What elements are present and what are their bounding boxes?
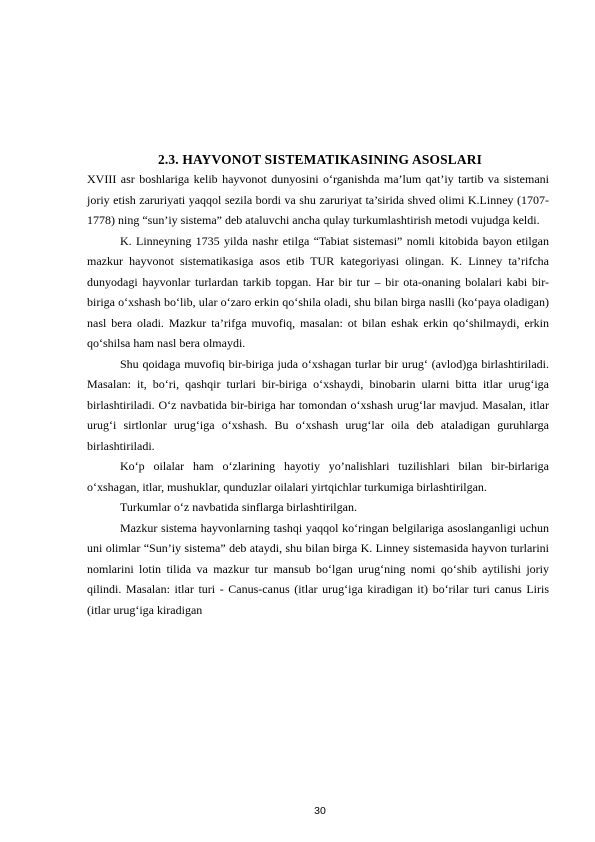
page-number: 30 bbox=[314, 805, 326, 817]
paragraph-5: Turkumlar o‘z navbatida sinflarga birlashtirilgan. bbox=[120, 500, 357, 514]
paragraph-4: Ko‘p oilalar ham o‘zlarining hayotiy yo’nalishlari tuzilishlari bilan bir-birlariga o‘xshagan, itlar, mushuklar, qunduzlar oilalari yirtqichlar turkumiga birlashtirilgan. bbox=[87, 459, 549, 494]
body-text bbox=[87, 169, 549, 620]
paragraph-3: Shu qoidaga muvofiq bir-biriga juda o‘xshagan turlar bir urug‘ (avlod)ga birlashtiriladi. Masalan: it, bo‘ri, qashqir turlari bir-biriga o‘xshaydi, binobarin ularni bitta itlar urug‘iga birlashtiriladi. O‘z navbatida bir-biriga har tomondan o‘xshash urug‘lar mavjud. Masalan, itlar urug‘i sirtlonlar urug‘iga o‘xshash. Bu o‘xshash urug‘lar oila deb ataladigan guruhlarga birlashtiriladi. bbox=[87, 356, 549, 453]
paragraph-6: Mazkur sistema hayvonlarning tashqi yaqqol ko‘ringan belgilariga asoslanganligi uchun uni olimlar “Sun’iy sistema” deb ataydi, shu bilan birga K. Linney sistemasida hayvon turlarini nomlarini lotin tilida va mazkur tur mansub bo‘lgan urug‘ning nomi qo‘shib aytilishi joriy qilindi. Masalan: itlar turi - Canus-canus (itlar urug‘iga kiradigan it) bo‘rilar turi canus Liris (itlar urug‘iga kiradigan bbox=[87, 520, 549, 617]
paragraph-1: XVIII asr boshlariga kelib hayvonot dunyosini o‘rganishda ma’lum qat’iy tartib va sistemani joriy etish zaruriyati yaqqol sezila bordi va shu zaruriyat ta’sirida shved olimi K.Linney (1707-1778) ning “sun’iy sistema” deb ataluvchi ancha qulay turkumlashtirish metodi vujudga keldi. bbox=[87, 172, 549, 227]
section-heading: 2.3. HAYVONOT SISTEMATIKASINING ASOSLARI bbox=[157, 152, 483, 167]
paragraph-2: K. Linneyning 1735 yilda nashr etilga “Tabiat sistemasi” nomli kitobida bayon etilgan mazkur hayvonot sistematikasiga asos etib TUR kategoriyasi olingan. K. Linney ta’rifcha dunyodagi hayvonlar turlardan tarkib topgan. Har bir tur – bir ota-onaning bolalari kabi bir-biriga o‘xshash bo‘lib, ular o‘zaro erkin qo‘shila oladi, shu bilan birga naslli (ko‘paya oladigan) nasl bera oladi. Mazkur ta’rifga muvofiq, masalan: ot bilan eshak erkin qo‘shilmaydi, erkin qo‘shilsa ham nasl bera olmaydi. bbox=[87, 233, 549, 350]
